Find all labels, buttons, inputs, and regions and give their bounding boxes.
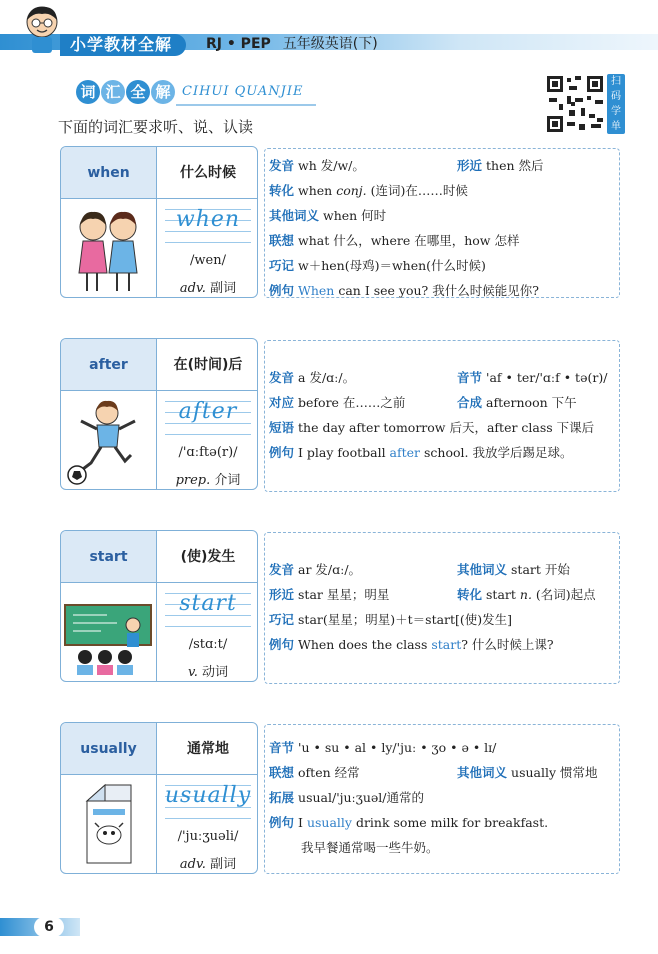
title-char: 词 bbox=[76, 80, 100, 104]
liju-text: When does the class bbox=[298, 637, 432, 652]
fayin-text: wh 发/w/。 bbox=[298, 158, 365, 173]
tag-xingjin: 形近 bbox=[269, 587, 295, 602]
tag-qita: 其他词义 bbox=[269, 208, 320, 223]
zhuanhua-pos: n. bbox=[519, 587, 532, 602]
edition: RJ • PEP bbox=[206, 36, 271, 52]
info-row bbox=[269, 203, 619, 228]
tag-lianxiang: 联想 bbox=[269, 233, 295, 248]
qita-text: start 开始 bbox=[511, 562, 570, 577]
tag-duiying: 对应 bbox=[269, 395, 295, 410]
edition-label bbox=[206, 33, 378, 53]
page-number: 6 bbox=[34, 917, 64, 937]
card-word: usually bbox=[61, 723, 157, 775]
section-pinyin: CIHUI QUANJIE bbox=[182, 84, 304, 99]
tag-xingjin: 形近 bbox=[457, 158, 483, 173]
word-card-usually bbox=[60, 722, 258, 874]
info-row bbox=[269, 632, 619, 657]
xingjin-text: then 然后 bbox=[486, 158, 544, 173]
tag-qita: 其他词义 bbox=[457, 562, 508, 577]
liju-text-end: school. 我放学后踢足球。 bbox=[420, 445, 573, 460]
liju-translation: 我早餐通常喝一些牛奶。 bbox=[301, 840, 439, 855]
two-girls-icon bbox=[61, 199, 157, 297]
card-word: start bbox=[61, 531, 157, 583]
tuozhan-text: usual/'juːʒuəl/通常的 bbox=[298, 790, 424, 805]
liju-text: can I see you? 我什么时候能见你? bbox=[334, 283, 539, 298]
info-row bbox=[269, 228, 619, 253]
info-row bbox=[269, 390, 619, 415]
section-title bbox=[76, 80, 303, 106]
pos-abbr: prep. bbox=[175, 473, 211, 488]
title-char: 汇 bbox=[101, 80, 125, 104]
classroom-icon bbox=[61, 583, 157, 681]
hecheng-text: afternoon 下午 bbox=[486, 395, 577, 410]
zhuanhua-cn: (连词)在……时候 bbox=[366, 183, 468, 198]
mascot-boy-icon bbox=[20, 4, 64, 56]
pos-abbr: adv. bbox=[179, 857, 206, 872]
card-phonetic: /'juːʒuəli/ bbox=[177, 829, 239, 844]
tag-qiaoji: 巧记 bbox=[269, 612, 295, 627]
info-row bbox=[269, 760, 619, 785]
handwriting-word: after bbox=[178, 399, 238, 424]
pos-cn: 动词 bbox=[202, 665, 229, 680]
card-word: after bbox=[61, 339, 157, 391]
fayin-text: ar 发/ɑː/。 bbox=[298, 562, 362, 577]
tag-fayin: 发音 bbox=[269, 158, 295, 173]
tag-yinjie: 音节 bbox=[269, 740, 295, 755]
info-row bbox=[269, 153, 619, 178]
info-row bbox=[269, 582, 619, 607]
qr-label: 扫码学单词 bbox=[607, 74, 625, 134]
lianxiang-text: what 什么，where 在哪里，how 怎样 bbox=[298, 233, 520, 248]
xingjin-text: star 星星；明星 bbox=[298, 587, 390, 602]
pos-cn: 介词 bbox=[214, 473, 241, 488]
tag-zhuanhua: 转化 bbox=[269, 183, 295, 198]
pos-abbr: adv. bbox=[179, 281, 206, 296]
liju-text-end: ? 什么时候上课? bbox=[461, 637, 554, 652]
word-card-when bbox=[60, 146, 258, 298]
qita-text: usually 惯常地 bbox=[511, 765, 598, 780]
card-meaning: (使)发生 bbox=[157, 531, 258, 583]
tag-lianxiang: 联想 bbox=[269, 765, 295, 780]
info-row bbox=[269, 440, 619, 465]
card-meaning: 通常地 bbox=[157, 723, 258, 775]
info-row bbox=[269, 278, 619, 303]
handwriting-word: usually bbox=[164, 783, 252, 808]
intro-text: 下面的词汇要求听、说、认读 bbox=[58, 118, 254, 136]
tag-fayin: 发音 bbox=[269, 370, 295, 385]
title-char: 全 bbox=[126, 80, 150, 104]
card-pos bbox=[157, 277, 258, 296]
card-phonetic: /wen/ bbox=[190, 253, 226, 268]
tag-hecheng: 合成 bbox=[457, 395, 483, 410]
duiying-text: before 在……之前 bbox=[298, 395, 406, 410]
zhuanhua-cn: (名词)起点 bbox=[531, 587, 596, 602]
card-pos bbox=[157, 661, 258, 680]
qiaoji-text: star(星星；明星)＋t＝start[(使)发生] bbox=[298, 612, 513, 627]
info-row bbox=[269, 253, 619, 278]
tag-liju: 例句 bbox=[269, 815, 295, 830]
word-card-start bbox=[60, 530, 258, 682]
info-box-when bbox=[264, 148, 620, 298]
tag-duanyu: 短语 bbox=[269, 420, 295, 435]
info-row bbox=[269, 835, 619, 860]
milk-carton-icon bbox=[61, 775, 157, 873]
card-pos bbox=[157, 469, 258, 488]
liju-highlight: after bbox=[389, 445, 421, 460]
zhuanhua-text: start bbox=[486, 587, 520, 602]
card-meaning: 在(时间)后 bbox=[157, 339, 258, 391]
tag-liju: 例句 bbox=[269, 445, 295, 460]
info-row bbox=[269, 607, 619, 632]
info-box-usually bbox=[264, 724, 620, 874]
info-row bbox=[269, 365, 619, 390]
fayin-text: a 发/ɑː/。 bbox=[298, 370, 356, 385]
card-meaning: 什么时候 bbox=[157, 147, 258, 199]
tag-tuozhan: 拓展 bbox=[269, 790, 295, 805]
handwriting-word: when bbox=[175, 207, 241, 232]
series-title: 小学教材全解 bbox=[60, 34, 186, 56]
zhuanhua-text: when bbox=[298, 183, 337, 198]
info-row bbox=[269, 810, 619, 835]
liju-highlight: usually bbox=[306, 815, 352, 830]
qr-code-icon[interactable] bbox=[545, 74, 605, 134]
tag-zhuanhua: 转化 bbox=[457, 587, 483, 602]
info-row bbox=[269, 785, 619, 810]
liju-highlight: start bbox=[431, 637, 462, 652]
card-picture bbox=[61, 775, 157, 873]
tag-fayin: 发音 bbox=[269, 562, 295, 577]
info-box-start bbox=[264, 532, 620, 684]
boy-football-icon bbox=[61, 391, 157, 489]
title-char: 解 bbox=[151, 80, 175, 104]
tag-liju: 例句 bbox=[269, 637, 295, 652]
card-picture bbox=[61, 583, 157, 681]
card-pos bbox=[157, 853, 258, 872]
grade: 五年级英语(下) bbox=[282, 36, 378, 52]
pos-abbr: v. bbox=[187, 665, 198, 680]
zhuanhua-pos: conj. bbox=[336, 183, 367, 198]
card-picture bbox=[61, 199, 157, 297]
card-word: when bbox=[61, 147, 157, 199]
liju-text: I play football bbox=[298, 445, 390, 460]
yinjie-text: 'u • su • al • ly/'juː • ʒo • ə • lɪ/ bbox=[298, 740, 497, 755]
info-row bbox=[269, 735, 619, 760]
handwriting-word: start bbox=[179, 591, 237, 616]
word-card-after bbox=[60, 338, 258, 490]
yinjie-text: 'af • ter/'ɑːf • tə(r)/ bbox=[486, 370, 608, 385]
card-phonetic: /stɑːt/ bbox=[188, 637, 228, 652]
pos-cn: 副词 bbox=[210, 857, 237, 872]
info-row bbox=[269, 557, 619, 582]
liju-text-end: drink some milk for breakfast. bbox=[351, 815, 549, 830]
liju-highlight: When bbox=[298, 283, 335, 298]
qita-text: when 何时 bbox=[323, 208, 387, 223]
qiaoji-text: w＋hen(母鸡)＝when(什么时候) bbox=[298, 258, 486, 273]
info-row bbox=[269, 415, 619, 440]
tag-yinjie: 音节 bbox=[457, 370, 483, 385]
tag-qiaoji: 巧记 bbox=[269, 258, 295, 273]
info-box-after bbox=[264, 340, 620, 492]
liju-text: I bbox=[298, 815, 307, 830]
card-picture bbox=[61, 391, 157, 489]
tag-liju: 例句 bbox=[269, 283, 295, 298]
pos-cn: 副词 bbox=[210, 281, 237, 296]
lianxiang-text: often 经常 bbox=[298, 765, 360, 780]
section-underline bbox=[176, 104, 316, 106]
info-row bbox=[269, 178, 619, 203]
tag-qita: 其他词义 bbox=[457, 765, 508, 780]
page-header bbox=[0, 0, 658, 56]
duanyu-text: the day after tomorrow 后天，after class 下课后 bbox=[298, 420, 595, 435]
card-phonetic: /'ɑːftə(r)/ bbox=[178, 445, 238, 460]
